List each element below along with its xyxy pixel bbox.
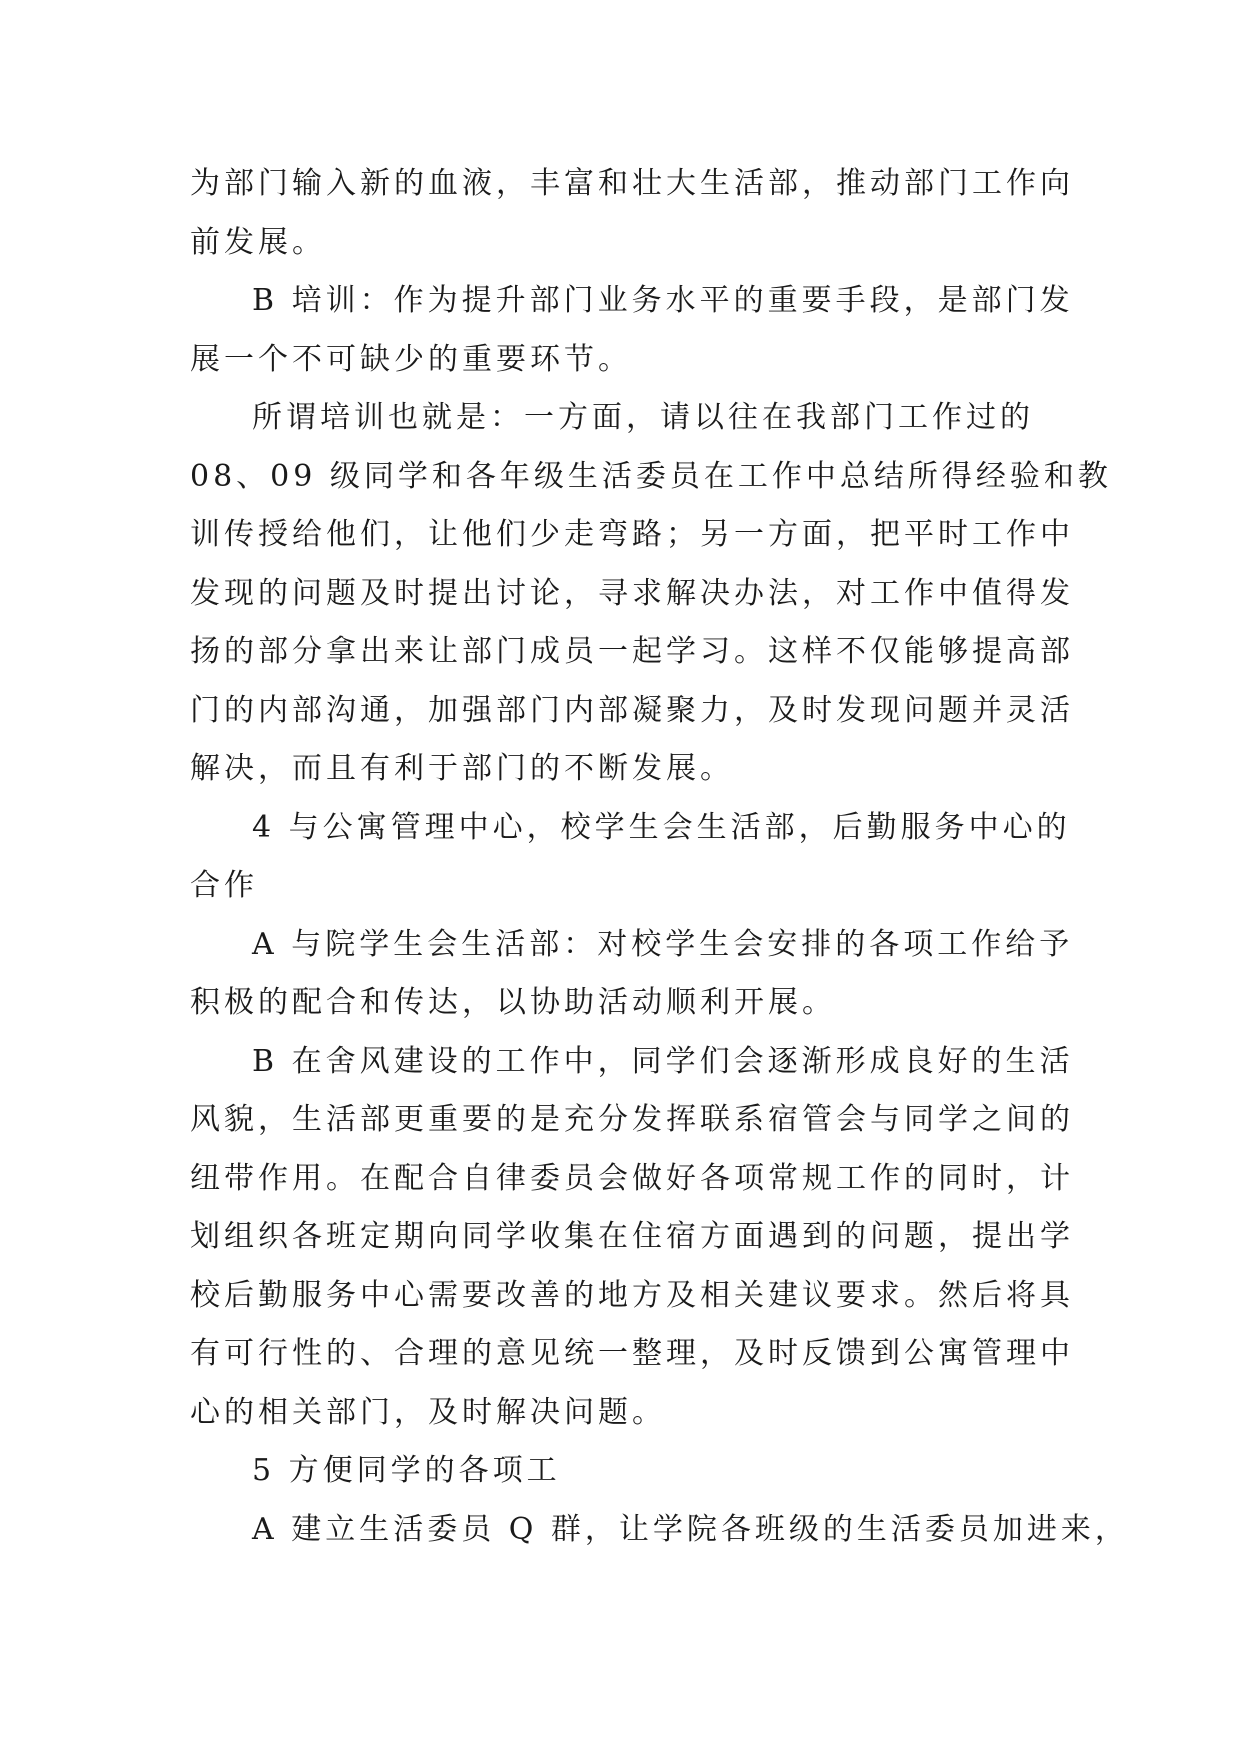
text-line: 4 与公寓管理中心，校学生会生活部，后勤服务中心的: [252, 809, 1071, 845]
text-line: 发现的问题及时提出讨论，寻求解决办法，对工作中值得发: [190, 575, 1074, 611]
text-line: B 培训：作为提升部门业务水平的重要手段，是部门发: [252, 283, 1074, 318]
body-text: [190, 155, 1129, 1559]
text-line: B 在舍风建设的工作中，同学们会逐渐形成良好的生活: [252, 1043, 1074, 1079]
text-line: 训传授给他们，让他们少走弯路；另一方面，把平时工作中: [190, 517, 1074, 552]
text-line: 纽带作用。在配合自律委员会做好各项常规工作的同时，计: [190, 1160, 1074, 1196]
text-line: 08、09 级同学和各年级生活委员在工作中总结所得经验和教: [190, 458, 1112, 494]
text-line: A 与院学生会生活部：对校学生会安排的各项工作给予: [252, 926, 1074, 962]
text-line: 门的内部沟通，加强部门内部凝聚力，及时发现问题并灵活: [190, 692, 1074, 728]
text-line: 扬的部分拿出来让部门成员一起学习。这样不仅能够提高部: [190, 634, 1074, 669]
text-line: 展一个不可缺少的重要环节。: [190, 341, 632, 377]
text-line: 划组织各班定期向同学收集在住宿方面遇到的问题，提出学: [190, 1219, 1074, 1254]
text-line: 风貌，生活部更重要的是充分发挥联系宿管会与同学之间的: [190, 1102, 1074, 1137]
text-line: 前发展。: [190, 224, 326, 260]
text-line: A 建立生活委员 Q 群，让学院各班级的生活委员加进来，: [252, 1511, 1129, 1547]
text-line: 校后勤服务中心需要改善的地方及相关建议要求。然后将具: [190, 1277, 1074, 1313]
text-line: 积极的配合和传达，以协助活动顺利开展。: [190, 985, 836, 1020]
text-line: 解决，而且有利于部门的不断发展。: [190, 751, 734, 786]
text-line: 为部门输入新的血液，丰富和壮大生活部，推动部门工作向: [190, 166, 1074, 201]
text-line: 合作: [190, 868, 258, 903]
text-line: 所谓培训也就是：一方面，请以往在我部门工作过的: [252, 400, 1034, 435]
text-line: 有可行性的、合理的意见统一整理，及时反馈到公寓管理中: [190, 1336, 1074, 1371]
text-line: 5 方便同学的各项工: [252, 1453, 561, 1488]
text-line: 心的相关部门，及时解决问题。: [190, 1394, 666, 1430]
